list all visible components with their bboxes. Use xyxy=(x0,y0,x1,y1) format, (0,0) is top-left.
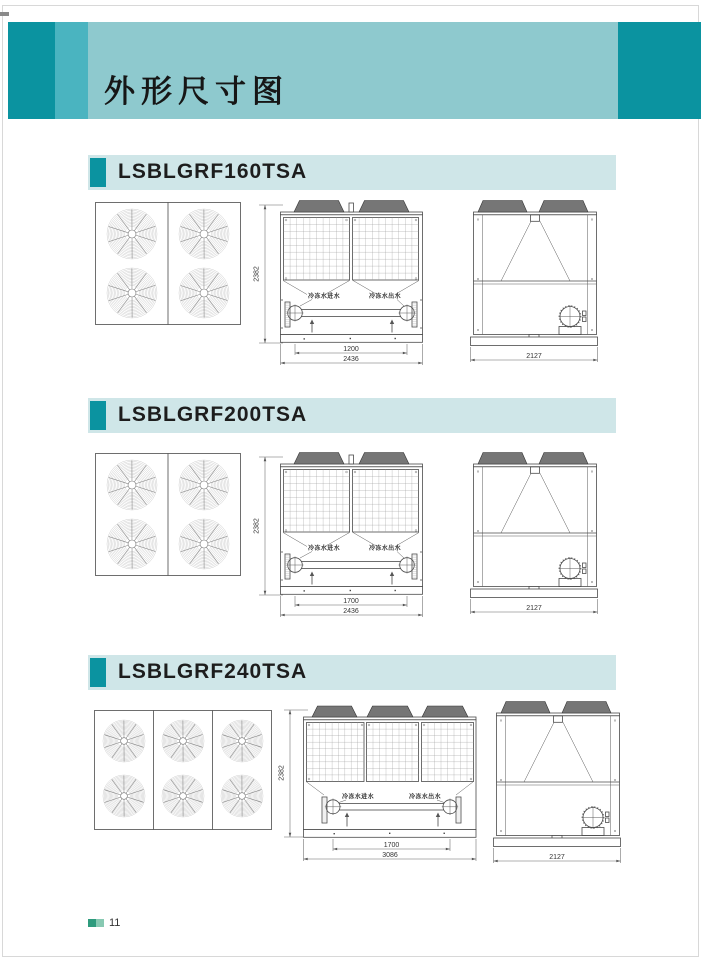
section-header-200 xyxy=(88,398,616,433)
dim-depth-label: 2127 xyxy=(549,854,565,861)
fan-shrouds xyxy=(281,201,423,215)
top-view-240 xyxy=(94,710,274,834)
fan-shrouds xyxy=(474,201,597,215)
dim-height-label: 2382 xyxy=(253,266,261,282)
base xyxy=(494,836,621,847)
base xyxy=(471,587,598,598)
top-view-200 xyxy=(95,452,245,578)
model-name: LSBLGRF160TSA xyxy=(118,160,308,183)
water-outlet-label: 冷冻水出水 xyxy=(368,294,402,300)
accent-square xyxy=(90,401,106,430)
fan-shrouds xyxy=(497,702,620,716)
title-banner xyxy=(0,22,701,119)
side-view-240 xyxy=(478,696,638,874)
dim-outer-width-label: 3086 xyxy=(382,852,398,859)
inner-width-dimension xyxy=(295,344,407,355)
dim-outer-width-label: 2436 xyxy=(343,356,359,363)
front-view-160 xyxy=(245,195,445,373)
section-header-160 xyxy=(88,155,616,190)
accent-square xyxy=(90,158,106,187)
inner-width-dimension xyxy=(333,839,450,851)
height-dimension xyxy=(254,457,284,595)
corner-dash xyxy=(0,12,9,16)
dim-depth-label: 2127 xyxy=(526,353,542,360)
dim-depth-label: 2127 xyxy=(526,605,542,612)
footer-accent-dark xyxy=(88,919,96,927)
dim-height-label: 2382 xyxy=(278,765,286,781)
depth-dimension xyxy=(494,848,621,863)
banner-block-medium xyxy=(55,22,88,119)
top-view-160 xyxy=(95,201,245,327)
fan-shrouds xyxy=(474,453,597,467)
banner-block-dark-left xyxy=(8,22,55,119)
water-inlet-label: 冷冻水进水 xyxy=(307,294,341,300)
dim-height-label: 2382 xyxy=(253,518,261,534)
page-number: 11 xyxy=(109,917,121,929)
dim-inner-width-label: 1700 xyxy=(343,598,359,605)
side-view-200 xyxy=(455,447,615,625)
dim-inner-width-label: 1700 xyxy=(383,842,400,849)
base xyxy=(281,587,423,595)
model-name: LSBLGRF240TSA xyxy=(118,660,308,683)
base xyxy=(281,335,423,343)
banner-block-dark-right xyxy=(618,22,701,119)
depth-dimension xyxy=(471,599,598,614)
inner-width-dimension xyxy=(295,596,407,607)
water-outlet-label: 冷冻水出水 xyxy=(368,546,402,552)
front-view-240 xyxy=(272,700,487,880)
side-view-160 xyxy=(455,195,615,373)
page-title: 外形尺寸图 xyxy=(104,74,289,109)
base xyxy=(304,830,477,838)
dim-inner-width-label: 1200 xyxy=(343,346,359,353)
accent-square xyxy=(90,658,106,687)
depth-dimension xyxy=(471,347,598,362)
fan-shrouds xyxy=(281,453,423,467)
height-dimension xyxy=(254,205,284,343)
water-inlet-label: 冷冻水进水 xyxy=(341,794,375,801)
water-inlet-label: 冷冻水进水 xyxy=(307,546,341,552)
footer-accent-light xyxy=(96,919,104,927)
dim-outer-width-label: 2436 xyxy=(343,608,359,615)
fan-shrouds xyxy=(304,706,477,720)
section-header-240 xyxy=(88,655,616,690)
model-name: LSBLGRF200TSA xyxy=(118,403,308,426)
base xyxy=(471,335,598,346)
water-outlet-label: 冷冻水出水 xyxy=(408,794,442,801)
front-view-200 xyxy=(245,447,445,625)
